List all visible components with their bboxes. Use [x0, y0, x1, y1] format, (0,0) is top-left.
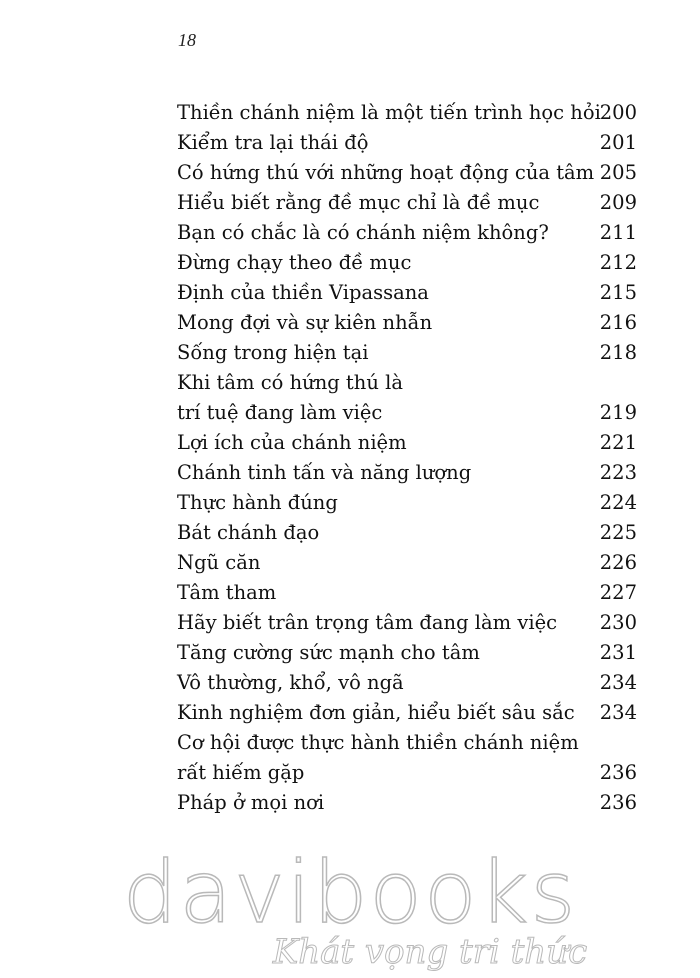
toc-entry-page: 234: [599, 701, 637, 724]
toc-entry-title: trí tuệ đang làm việc: [177, 401, 383, 424]
toc-entry: [177, 608, 637, 638]
toc-entry-page: 234: [599, 671, 637, 694]
toc-entry: [177, 668, 637, 698]
toc-entry-page: 223: [599, 461, 637, 484]
toc-entry: [177, 578, 637, 608]
toc-entry: [177, 758, 637, 788]
toc-entry-title: Chánh tinh tấn và năng lượng: [177, 461, 472, 484]
toc-entry-title: Kiểm tra lại thái độ: [177, 131, 369, 154]
toc-entry-title: Thực hành đúng: [177, 491, 338, 514]
toc-entry: [177, 548, 637, 578]
page-number: 18: [178, 30, 196, 50]
toc-entry-title: Có hứng thú với những hoạt động của tâm: [177, 161, 595, 184]
toc-entry-title: Pháp ở mọi nơi: [177, 791, 325, 814]
toc-entry-page: 200: [599, 101, 637, 124]
watermark-tagline: Khát vọng tri thức: [272, 932, 588, 972]
toc-entry: [177, 368, 637, 398]
toc-entry-title: Mong đợi và sự kiên nhẫn: [177, 311, 433, 334]
toc-entry-page: 225: [599, 521, 637, 544]
toc-entry-title: Vô thường, khổ, vô ngã: [177, 671, 404, 694]
toc-entry-page: 205: [599, 161, 637, 184]
toc-entry-page: 231: [599, 641, 637, 664]
watermark-logo: davibooks: [122, 843, 578, 943]
toc-entry: [177, 98, 637, 128]
toc-entry-page: 216: [599, 311, 637, 334]
toc-entry-page: 221: [599, 431, 637, 454]
toc-entry-title: Thiền chánh niệm là một tiến trình học hỏi: [177, 101, 601, 124]
toc-entry-title: Đừng chạy theo đề mục: [177, 251, 412, 274]
toc-entry: [177, 278, 637, 308]
toc-entry-page: 218: [599, 341, 637, 364]
toc-entry-title: Hãy biết trân trọng tâm đang làm việc: [177, 611, 558, 634]
toc-entry-title: Sống trong hiện tại: [177, 341, 369, 364]
toc-entry-title: Tâm tham: [177, 581, 277, 604]
toc-entry: [177, 428, 637, 458]
toc-entry-page: 219: [599, 401, 637, 424]
toc-entry: [177, 728, 637, 758]
toc-entry: [177, 458, 637, 488]
toc-entry: [177, 338, 637, 368]
toc-entry-page: 209: [599, 191, 637, 214]
toc-entry-title: Định của thiền Vipassana: [177, 281, 429, 304]
toc-entry-title: Cơ hội được thực hành thiền chánh niệm: [177, 731, 579, 754]
toc-entry-page: 230: [599, 611, 637, 634]
toc-entry: [177, 518, 637, 548]
toc-entry-page: 236: [599, 791, 637, 814]
toc-entry: [177, 158, 637, 188]
table-of-contents: [177, 98, 637, 818]
toc-entry: [177, 698, 637, 728]
toc-entry: [177, 218, 637, 248]
toc-entry-page: 226: [599, 551, 637, 574]
toc-entry-title: Lợi ích của chánh niệm: [177, 431, 407, 454]
toc-entry: [177, 188, 637, 218]
toc-entry: [177, 788, 637, 818]
toc-entry-title: Hiểu biết rằng đề mục chỉ là đề mục: [177, 191, 540, 214]
toc-entry-title: rất hiếm gặp: [177, 761, 305, 784]
toc-entry: [177, 398, 637, 428]
toc-entry-page: 211: [599, 221, 637, 244]
toc-entry-page: 212: [599, 251, 637, 274]
toc-entry: [177, 308, 637, 338]
toc-entry-page: 227: [599, 581, 637, 604]
toc-entry-title: Bạn có chắc là có chánh niệm không?: [177, 221, 549, 244]
toc-entry-page: 215: [599, 281, 637, 304]
toc-entry: [177, 488, 637, 518]
toc-entry: [177, 128, 637, 158]
toc-entry: [177, 638, 637, 668]
toc-entry-title: Bát chánh đạo: [177, 521, 320, 544]
toc-entry-page: 236: [599, 761, 637, 784]
toc-entry-page: 201: [599, 131, 637, 154]
toc-entry-title: Tăng cường sức mạnh cho tâm: [177, 641, 480, 664]
toc-entry-title: Ngũ căn: [177, 551, 261, 574]
toc-entry-title: Kinh nghiệm đơn giản, hiểu biết sâu sắc: [177, 701, 575, 724]
toc-entry-title: Khi tâm có hứng thú là: [177, 371, 403, 394]
toc-entry: [177, 248, 637, 278]
toc-entry-page: 224: [599, 491, 637, 514]
